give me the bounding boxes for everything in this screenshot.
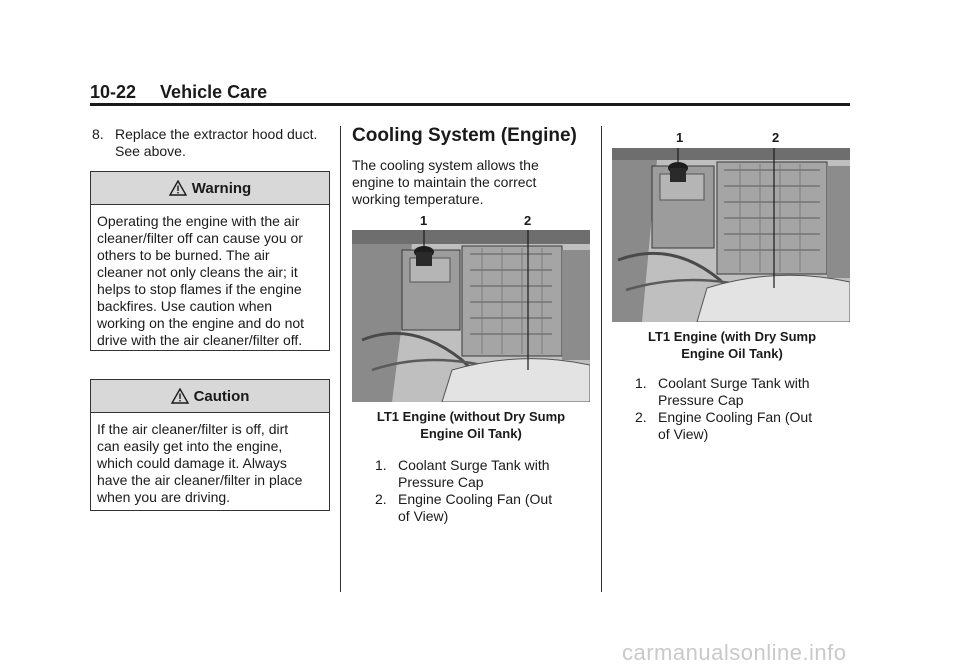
warning-line: Operating the engine with the air <box>97 213 300 229</box>
warning-line: others to be burned. The air <box>97 247 270 263</box>
warning-line: working on the engine and do not <box>97 315 305 331</box>
watermark: carmanualsonline.info <box>622 640 847 665</box>
list-item-line1: Engine Cooling Fan (Out <box>398 491 553 507</box>
warning-line: drive with the air cleaner/filter off. <box>97 332 303 348</box>
column-divider-left <box>340 126 341 592</box>
list-item-number: 1. <box>635 375 647 391</box>
warning-line: cleaner not only cleans the air; it <box>97 264 298 280</box>
column-divider-right <box>601 126 602 592</box>
list-item <box>635 409 850 445</box>
warning-body <box>91 205 329 357</box>
intro-line: engine to maintain the correct <box>352 174 537 190</box>
figure-2-callout-2: 2 <box>772 130 780 145</box>
caution-body <box>91 413 329 514</box>
step-8-line2: See above. <box>115 143 186 159</box>
caution-line: which could damage it. Always <box>97 455 287 471</box>
figure-2-caption <box>616 328 848 362</box>
figure-2-caption-line2: Engine Oil Tank) <box>681 346 783 361</box>
caution-box <box>90 379 330 511</box>
caution-line: If the air cleaner/filter is off, dirt <box>97 421 289 437</box>
caution-line: can easily get into the engine, <box>97 438 283 454</box>
warning-line: backfires. Use caution when <box>97 298 273 314</box>
caution-title: Caution <box>193 387 250 405</box>
section-title: Vehicle Care <box>160 82 268 102</box>
warning-line: cleaner/filter off can cause you or <box>97 230 303 246</box>
figure-2-callout-1: 1 <box>676 130 684 145</box>
list-item-line1: Coolant Surge Tank with <box>398 457 550 473</box>
step-8 <box>92 126 337 162</box>
list-item <box>635 375 850 411</box>
caution-header <box>91 380 329 413</box>
caution-line: when you are driving. <box>97 489 231 505</box>
intro-paragraph <box>352 157 539 208</box>
figure-1-callout-2: 2 <box>524 213 532 228</box>
warning-title: Warning <box>191 179 252 197</box>
header-rule <box>90 103 850 106</box>
list-item <box>375 491 595 527</box>
list-item-line1: Coolant Surge Tank with <box>658 375 810 391</box>
engine-figure-with-dry-sump <box>612 148 850 322</box>
figure-1-callout-1: 1 <box>420 213 428 228</box>
step-8-number: 8. <box>92 126 104 142</box>
figure-1-caption-line2: Engine Oil Tank) <box>420 426 522 441</box>
list-item-line2: of View) <box>398 508 449 524</box>
warning-box <box>90 171 330 351</box>
list-item <box>375 457 595 493</box>
step-8-line1: Replace the extractor hood duct. <box>115 126 318 142</box>
warning-line: helps to stop flames if the engine <box>97 281 302 297</box>
figure-1-caption <box>355 408 587 442</box>
intro-line: The cooling system allows the <box>352 157 539 173</box>
warning-icon <box>169 180 187 196</box>
warning-header <box>91 172 329 205</box>
intro-line: working temperature. <box>352 191 484 207</box>
list-item-number: 2. <box>375 491 387 507</box>
figure-2-caption-line1: LT1 Engine (with Dry Sump <box>647 329 817 344</box>
list-item-line2: Pressure Cap <box>398 474 484 490</box>
list-item-number: 1. <box>375 457 387 473</box>
caution-line: have the air cleaner/filter in place <box>97 472 303 488</box>
caution-icon <box>171 388 189 404</box>
engine-figure-without-dry-sump <box>352 230 590 402</box>
figure-1-caption-line1: LT1 Engine (without Dry Sump <box>376 409 566 424</box>
list-item-line1: Engine Cooling Fan (Out <box>658 409 813 425</box>
list-item-number: 2. <box>635 409 647 425</box>
section-heading: Cooling System (Engine) <box>352 125 577 146</box>
page-number: 10-22 <box>90 82 137 102</box>
list-item-line2: of View) <box>658 426 709 442</box>
list-item-line2: Pressure Cap <box>658 392 744 408</box>
page-header <box>90 82 267 103</box>
